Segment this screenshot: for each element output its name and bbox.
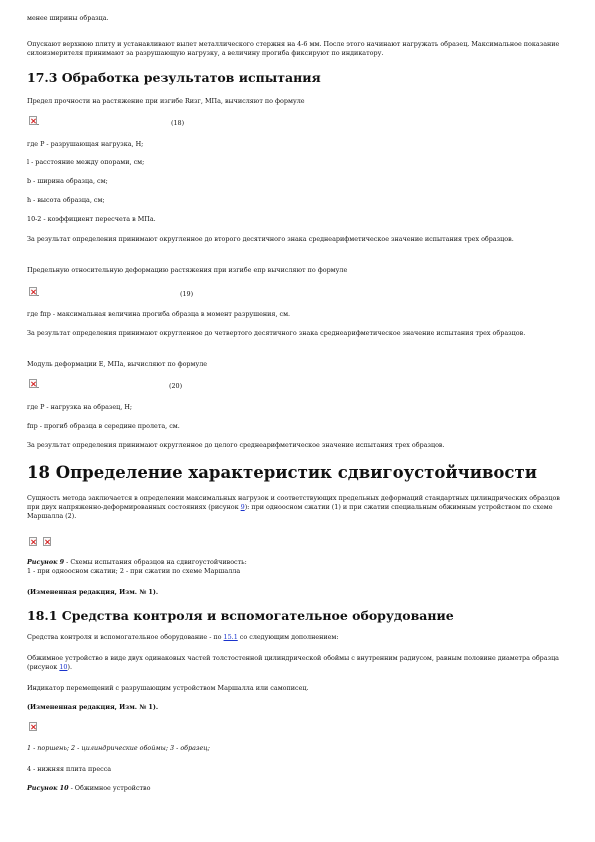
figure-9-caption-text: - Схемы испытания образцов на сдвигоустойчивость: [64,558,247,566]
figure-10-legend-line-2: 4 - нижняя плита пресса [27,765,112,773]
paragraph-result-2: За результат определения принимают округленное до четвертого десятичного знака среднеарифметическое значение испытания трех образцов. [27,329,526,337]
section-heading-18: 18 Определение характеристик сдвигоустойчивости [27,463,537,482]
figure-9-caption [27,558,567,567]
figure-9-label: Рисунок 9 [27,558,65,566]
paragraph-flexural-strength: Предел прочности на растяжение при изгибе Rизг, МПа, вычисляют по формуле [27,97,305,105]
means-text-end: со следующим дополнением: [237,633,339,641]
figure-10-legend-line-1 [27,744,567,753]
paragraph-width-note: менее ширины образца. [27,14,109,22]
essence-text-start: Сущность метода заключается в определении максимальных нагрузок и соответствующих предельных деформаций стандартных цилиндрических образцов при двух напряженно-деформированных состояниях (рисунок [27,494,560,511]
paragraph-loading-procedure: Опускают верхнюю плиту и устанавливают вылет металлического стержня на 4-6 мм. После этого начинают нагружать образец. Максимальное показание силоизмерителя принимают за разрушающую нагрузку, а величину прогиба фиксируют по индикатору. [27,40,560,57]
definition-span: l - расстояние между опорами, см; [27,158,145,166]
broken-image-icon [29,537,37,546]
paragraph-method-essence [27,494,567,521]
formula-image-placeholder [37,295,39,296]
broken-image-icon [29,287,37,296]
amendment-note [27,588,567,597]
formula-image-placeholder [37,387,39,388]
paragraph-control-means [27,633,567,642]
figure-10-caption-text: - Обжимное устройство [68,784,151,792]
definition-load-2: где P - нагрузка на образец, Н; [27,403,133,411]
definition-max-deflection: где fпр - максимальная величина прогиба образца в момент разрушения, см. [27,310,291,318]
paragraph-ultimate-deformation: Предельную относительную деформацию растяжения при изгибе eпр вычисляют по формуле [27,266,348,274]
formula-image-placeholder [37,124,39,125]
figure-9-legend: 1 - при одноосном сжатии; 2 - при сжатии по схеме Маршалла [27,567,241,575]
definition-width: b - ширина образца, см; [27,177,108,185]
broken-image-icon [29,116,37,125]
clamp-text-end: ). [67,663,72,671]
clause-15-1-link[interactable]: 15.1 [223,633,238,641]
figure-9-link[interactable]: 9 [240,503,245,511]
equation-number: (18) [171,119,185,127]
paragraph-clamp-device [27,654,567,672]
paragraph-result-1: За результат определения принимают округленное до второго десятичного знака среднеарифметическое значение испытания трех образцов. [27,235,514,243]
figure-10-legend-text-1: 1 - поршень; 2 - цилиндрические обоймы; 3 - образец; [27,744,210,752]
figure-10-link[interactable]: 10 [59,663,68,671]
paragraph-indicator: Индикатор перемещений с разрушающим устройством Маршалла или самописец. [27,684,309,692]
amendment-note-text: (Измененная редакция, Изм. № 1). [27,703,159,711]
equation-number: (19) [180,290,194,298]
paragraph-result-3: За результат определения принимают округленное до целого среднеарифметическое значение испытания трех образцов. [27,441,445,449]
essence-text-end: ): при одноосном сжатии (1) и при сжатии специальным обжимным устройством по схеме Маршалла (2). [27,503,553,520]
figure-10-caption [27,784,567,793]
broken-image-icon [29,379,37,388]
broken-image-icon [43,537,51,546]
definition-load: где P - разрушающая нагрузка, Н; [27,140,144,148]
means-text-start: Средства контроля и вспомогательное оборудование - по [27,633,224,641]
amendment-note [27,703,567,712]
section-heading-18-1: 18.1 Средства контроля и вспомогательное оборудование [27,608,454,623]
figure-10-label: Рисунок 10 [27,784,69,792]
paragraph-modulus: Модуль деформации E, МПа, вычисляют по формуле [27,360,208,368]
amendment-note-text: (Измененная редакция, Изм. № 1). [27,588,159,596]
definition-midspan-deflection: fпр - прогиб образца в середине пролета, см. [27,422,180,430]
definition-coefficient: 10-2 - коэффициент пересчета в МПа. [27,215,156,223]
equation-number: (20) [169,382,183,390]
definition-height: h - высота образца, см; [27,196,105,204]
section-heading-17-3: 17.3 Обработка результатов испытания [27,70,321,85]
broken-image-icon [29,722,37,731]
clamp-text-start: Обжимное устройство в виде двух одинаковых частей толстостенной цилиндрической обоймы с внутренним радиусом, равным половине диаметра образца (рисунок [27,654,559,671]
